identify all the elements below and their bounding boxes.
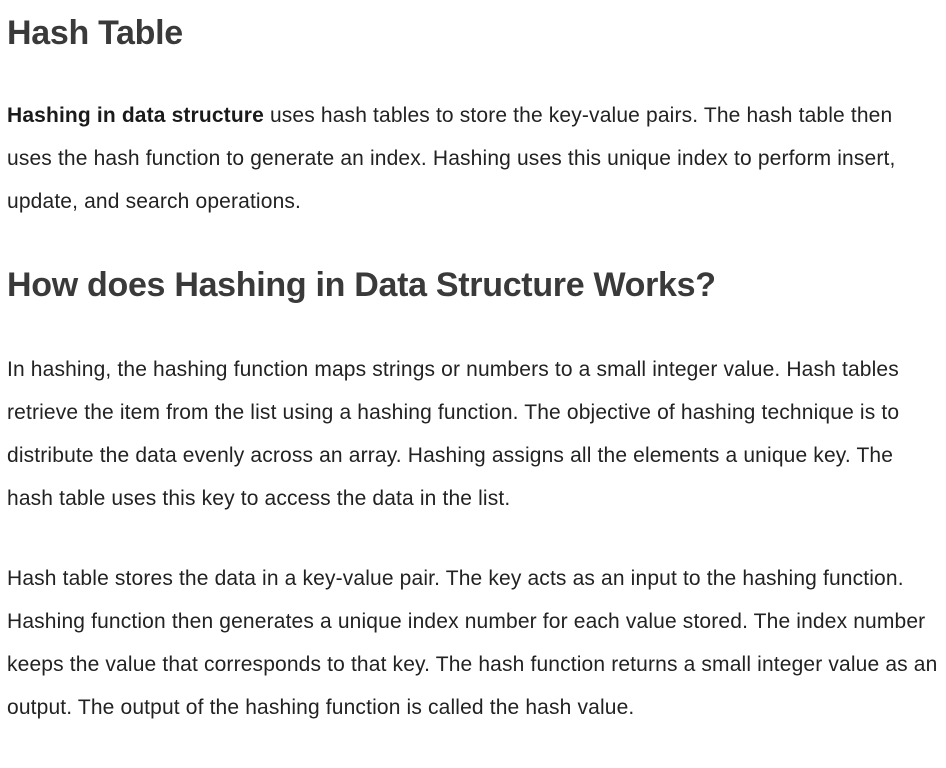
intro-text: uses hash tables to store the key-value pairs. The hash table then uses the hash function to generate an index. Hashing uses this unique index to perform insert, update, and search operations. (7, 104, 896, 213)
intro-paragraph (7, 94, 942, 223)
section-heading-how-hashing-works: How does Hashing in Data Structure Works? (7, 266, 716, 304)
intro-bold-term: Hashing in data structure (7, 104, 264, 127)
section-heading-hash-table: Hash Table (7, 14, 183, 52)
how-it-works-paragraph-2: Hash table stores the data in a key-value pair. The key acts as an input to the hashing function. Hashing function then generates a unique index number for each value stored. The index number keeps the value that corresponds to that key. The hash function returns a small integer value as an output. The output of the hashing function is called the hash value. (7, 567, 938, 719)
how-it-works-paragraph-1: In hashing, the hashing function maps strings or numbers to a small integer value. Hash tables retrieve the item from the list using a hashing function. The objective of hashing technique is to distribute the data evenly across an array. Hashing assigns all the elements a unique key. The hash table uses this key to access the data in the list. (7, 358, 900, 510)
